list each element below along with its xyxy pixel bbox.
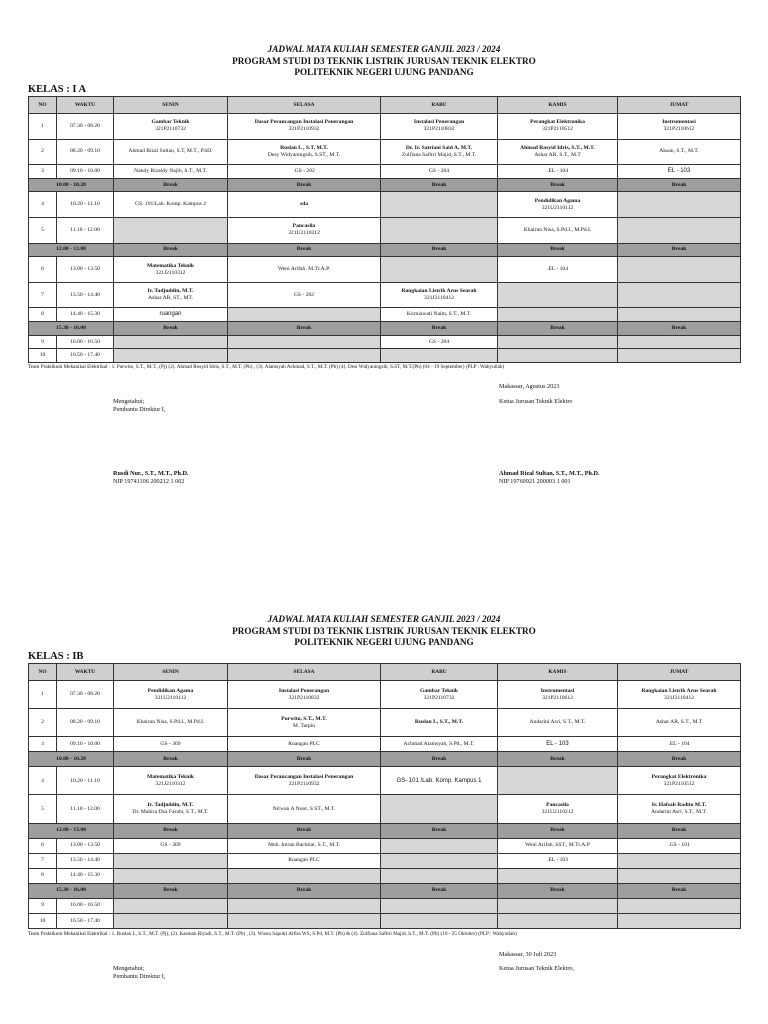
schedule-cell-senin [114,257,228,283]
table-row [29,681,741,709]
schedule-cell-jumat [618,681,741,709]
cell-line: 321J2110412 [424,295,454,302]
cell-line: Ashar AR, S.T., M.T [534,151,581,158]
column-header-waktu: WAKTU [57,664,114,681]
schedule-cell-kamis [498,795,618,823]
table-header-row [29,97,741,114]
schedule-cell-senin: Ahmad Rizal Sultan, S.T, M.T., P.hD. [114,139,228,165]
schedule-cell-selasa [228,868,381,883]
schedule-title-a [0,44,768,79]
table-row [29,709,741,737]
schedule-cell-jumat: EL - 103 [618,165,741,179]
cell-line: Pancasila [292,223,316,230]
row-number-cell: 9 [29,898,57,913]
column-header-rabu: RABU [381,664,498,681]
practicum-team-note: Team Praktikum Mekanikal Elektrikal : 1. Ruslan L, S.T., M.T. (Pj), (2). Kasman Riyadi, S.T., M.T. (Pb) , (3). Wisnu Saputri Alfira WS, S.Pd, M.T. (Pb) & (4). Zulfiana Safitri Majid, S.T., M.T. (Pb) (10 - 25 Oktober) (PLP : Wahyullah) [28,931,517,937]
schedule-cell-selasa: Ruangan PLC [228,737,381,752]
schedule-cell-kamis [498,192,618,218]
table-row [29,139,741,165]
break-cell: Break [618,823,741,838]
subtitle-line: PROGRAM STUDI D3 TEKNIK LISTRIK JURUSAN TEKNIK ELEKTRO [232,625,536,636]
schedule-cell-jumat [618,349,741,363]
row-number-cell: 7 [29,853,57,868]
cell-line: 321P2110612 [663,126,695,133]
row-number-cell: 2 [29,139,57,165]
cell-line: Rangkaian Listrik Arus Searah [641,687,717,694]
schedule-cell-senin [114,349,228,363]
schedule-cell-selasa [228,349,381,363]
schedule-cell-selasa: sda [228,192,381,218]
row-number-cell: 5 [29,218,57,244]
break-row [29,322,741,336]
schedule-cell-kamis: Weni Arifah, SST., M.Tr.A.P [498,838,618,853]
break-cell: Break [618,752,741,767]
column-header-senin: SENIN [114,664,228,681]
cell-line: Perangkat Elektronika [651,774,707,781]
break-cell: Break [228,823,381,838]
schedule-cell-jumat [618,282,741,308]
cell-line: Dasar Perancangan Instalasi Penerangan [254,774,354,781]
break-cell: Break [381,823,498,838]
schedule-cell-rabu [381,913,498,928]
schedule-cell-jumat [618,868,741,883]
class-label: KELAS : I A [28,84,87,95]
cell-line: Ahmad Rasyid Idris, S.T., M.T. [520,145,595,152]
break-cell: Break [618,243,741,257]
institution-line: POLITEKNIK NEGERI UJUNG PANDANG [294,67,474,77]
row-number-cell: 9 [29,335,57,349]
signature-right-name [499,470,600,486]
cell-line: Purwito, S.T., M.T. [281,715,327,722]
schedule-cell-senin [114,681,228,709]
schedule-cell-rabu [381,282,498,308]
schedule-cell-selasa: Ruangan PLC [228,853,381,868]
place-date: Makassar, 30 Juli 2023 [499,951,557,958]
break-cell: Break [114,243,228,257]
row-number-cell: 6 [29,257,57,283]
schedule-cell-kamis [498,139,618,165]
break-cell: Break [498,322,618,336]
break-cell: Break [618,883,741,898]
row-number-cell: 3 [29,737,57,752]
cell-line: M. Tarpin [292,722,316,729]
cell-line: Matematika Teknik [146,262,195,269]
row-number-cell: 4 [29,767,57,795]
table-row [29,853,741,868]
cell-line: 321J2110412 [664,694,694,701]
row-number-cell: 5 [29,795,57,823]
schedule-cell-rabu [381,257,498,283]
acknowledged-label: Mengetahui; [113,398,145,405]
cell-line: 321P2110832 [423,126,455,133]
schedule-cell-jumat [618,308,741,322]
break-time-cell: 12.00 - 13.00 [29,823,114,838]
break-cell: Break [381,752,498,767]
break-cell: Break [498,752,618,767]
cell-line: Pancasila [546,802,569,809]
table-row [29,913,741,928]
schedule-cell-rabu [381,349,498,363]
schedule-cell-kamis: Andarini Asri, S.T., M.T. [498,709,618,737]
break-row [29,178,741,192]
schedule-cell-kamis [498,335,618,349]
acknowledged-label: Mengetahui; [113,965,145,972]
break-cell: Break [618,322,741,336]
cell-line: 321P2110512 [663,780,695,787]
time-cell: 13.00 - 13.50 [57,838,114,853]
time-cell: 11.10 - 12.00 [57,795,114,823]
cell-line: Instalasi Penerangan [278,687,330,694]
break-cell: Break [228,883,381,898]
schedule-cell-rabu [381,898,498,913]
schedule-cell-rabu [381,192,498,218]
table-header-row [29,664,741,681]
row-number-cell: 8 [29,868,57,883]
column-header-kamis: KAMIS [498,97,618,114]
schedule-cell-kamis [498,114,618,140]
signatory-nip: NIP 19760921 200003 1 001 [499,478,571,485]
cell-line: Rangkaian Listrik Arus Searah [401,288,477,295]
schedule-cell-jumat: Aksan, S.T., M.T. [618,139,741,165]
table-row [29,218,741,244]
signature-left-title [113,965,165,981]
break-time-cell: 15.30 - 16.00 [29,883,114,898]
cell-line: Dr. Ir. Satriani Said A, M.T. [405,145,473,152]
schedule-cell-senin: GS - 309 [114,838,228,853]
schedule-cell-kamis: EL - 103 [498,737,618,752]
time-cell: 10.20 - 11.10 [57,192,114,218]
table-row [29,868,741,883]
schedule-cell-jumat [618,795,741,823]
table-row [29,898,741,913]
practicum-team-note: Team Praktikum Mekanikal Elektrikal : 1. Purwito, S.T., M.T., (Pj) (2). Ahmad Rosyid Idris, S.T., M.T. (Pb) , (3). Alamsyah Achmad, S.T., M.T. (Pb) (4). Desi Widyaningsih, S.ST, M.T.(Pb) (04 - 19 September) (PLP : Wahyullah) [28,364,505,370]
schedule-cell-rabu: GS - 204 [381,165,498,179]
cell-line: 321U2110112 [541,204,574,211]
schedule-cell-rabu [381,139,498,165]
schedule-cell-rabu [381,853,498,868]
signatory-name: Ahmad Rizal Sultan, S.T., M.T., Ph.D. [499,470,600,477]
table-row [29,737,741,752]
schedule-cell-jumat [618,257,741,283]
table-row [29,165,741,179]
schedule-cell-senin [114,853,228,868]
schedule-cell-kamis [498,308,618,322]
schedule-cell-jumat: Ashar AR, S.T., M.T [618,709,741,737]
schedule-cell-selasa [228,767,381,795]
break-cell: Break [114,322,228,336]
time-cell: 16.00 - 16.50 [57,898,114,913]
break-cell: Break [381,243,498,257]
break-cell: Break [618,178,741,192]
signatory-nip: NIP 19741106 200212 1 002 [113,478,185,485]
row-number-cell: 7 [29,282,57,308]
schedule-cell-kamis [498,681,618,709]
table-row [29,114,741,140]
schedule-cell-selasa [228,218,381,244]
schedule-cell-senin: GS. 101/Lab. Komp. Kampus 2 [114,192,228,218]
schedule-cell-senin: Nandy Rizaldy Najib, S.T., M.T. [114,165,228,179]
cell-line: 321P2110512 [542,126,573,133]
break-cell: Break [228,752,381,767]
schedule-cell-senin [114,335,228,349]
schedule-cell-selasa [228,335,381,349]
schedule-cell-kamis [498,868,618,883]
time-cell: 16.50 - 17.40 [57,913,114,928]
table-row [29,282,741,308]
schedule-cell-jumat: .GS - 101 [618,838,741,853]
cell-line: Gambar Teknik [151,119,190,126]
table-row [29,838,741,853]
schedule-cell-senin [114,767,228,795]
column-header-no: NO [29,664,57,681]
break-row [29,752,741,767]
table-row [29,257,741,283]
institution-line: POLITEKNIK NEGERI UJUNG PANDANG [294,637,474,647]
cell-line: 321U2110212 [288,230,320,237]
time-cell: 13.50 - 14.40 [57,853,114,868]
schedule-cell-jumat: .EL - 104 [618,737,741,752]
row-number-cell: 1 [29,114,57,140]
schedule-cell-jumat [618,898,741,913]
break-cell: Break [114,178,228,192]
schedule-cell-kamis: Khairun Nisa, S.Pd.I., M.Pd.I. [498,218,618,244]
schedule-cell-jumat [618,192,741,218]
break-cell: Break [114,752,228,767]
table-row [29,349,741,363]
schedule-cell-jumat [618,218,741,244]
cell-line: 321P2110932 [288,126,320,133]
cell-line: 321J2110312 [155,269,186,276]
schedule-cell-senin [114,114,228,140]
schedule-cell-kamis: .EL - 104 [498,257,618,283]
schedule-cell-selasa [228,308,381,322]
table-row [29,308,741,322]
table-row [29,795,741,823]
cell-line: 321P2110612 [542,694,573,701]
schedule-cell-rabu [381,795,498,823]
cell-line: Instalasi Penerangan [413,119,465,126]
break-cell: Break [498,883,618,898]
table-row [29,767,741,795]
schedule-cell-rabu: Achmad Alamsyah, S.Pd., M.T. [381,737,498,752]
cell-line: Pendidikan Agama [534,197,581,204]
schedule-cell-selasa [228,913,381,928]
schedule-cell-selasa: GS - 202 [228,282,381,308]
break-row [29,243,741,257]
schedule-cell-selasa [228,139,381,165]
title-line: JADWAL MATA KULIAH SEMESTER GANJIL 2023 / 2024 [267,44,501,54]
column-header-waktu: WAKTU [57,97,114,114]
schedule-cell-selasa: Muh. Imran Bachtiar, S.T., M.T. [228,838,381,853]
break-cell: Break [114,823,228,838]
break-cell: Break [228,322,381,336]
class-label: KELAS : IB [28,651,84,662]
cell-line: Instrumentasi [662,119,696,126]
schedule-cell-rabu: Ruslan L, S.T., M.T. [381,709,498,737]
subtitle-line: PROGRAM STUDI D3 TEKNIK LISTRIK JURUSAN TEKNIK ELEKTRO [232,55,536,66]
schedule-cell-selasa [228,681,381,709]
cell-line: 321J2110312 [155,780,186,787]
cell-line: Instrumentasi [540,687,575,694]
column-header-jumat: JUMAT [618,664,741,681]
schedule-cell-rabu: Kurniawati Naim, S.T., M.T. [381,308,498,322]
time-cell: 09.10 - 10.00 [57,165,114,179]
break-cell: Break [228,178,381,192]
schedule-cell-kamis [498,349,618,363]
schedule-cell-senin [114,868,228,883]
time-cell: 09.10 - 10.00 [57,737,114,752]
cell-line: 321P2110732 [423,694,455,701]
title-line: JADWAL MATA KULIAH SEMESTER GANJIL 2023 / 2024 [267,614,501,624]
cell-line: Andarini Asri, S.T., M.T. [651,809,707,816]
break-cell: Break [498,178,618,192]
place-date: Makassar, Agustus 2023 [499,383,560,390]
schedule-cell-jumat [618,853,741,868]
row-number-cell: 10 [29,913,57,928]
cell-line: Dr. Mahira Dza Farabi, S.T., M.T. [132,809,209,816]
break-cell: Break [381,883,498,898]
cell-line: Desy Widyaningsih, S.ST., M.T. [267,151,341,158]
column-header-selasa: SELASA [228,97,381,114]
time-cell: 08.20 - 09.10 [57,139,114,165]
break-time-cell: 12.00 - 13.00 [29,243,114,257]
cell-line: 321P2110832 [288,694,320,701]
schedule-cell-rabu [381,114,498,140]
time-cell: 16.50 - 17.40 [57,349,114,363]
schedule-cell-selasa: Weni Arifah, M.Tr.A.P. [228,257,381,283]
time-cell: 14.40 - 15.30 [57,308,114,322]
time-cell: 14.40 - 15.30 [57,868,114,883]
break-cell: Break [114,883,228,898]
break-cell: Break [498,823,618,838]
signature-right-title: Ketua Jurusan Teknik Elektro [499,398,573,405]
break-time-cell: 15.30 - 16.00 [29,322,114,336]
break-row [29,823,741,838]
break-time-cell: 10.00 - 10.20 [29,752,114,767]
column-header-rabu: RABU [381,97,498,114]
break-cell: Break [498,243,618,257]
time-cell: 08.20 - 09.10 [57,709,114,737]
schedule-table-b [28,663,741,929]
time-cell: 10.20 - 11.10 [57,767,114,795]
schedule-cell-senin: Khairun Nisa, S.Pd.I., M.Pd.I. [114,709,228,737]
break-cell: Break [228,243,381,257]
break-time-cell: 10.00 - 10.20 [29,178,114,192]
cell-line: Dasar Perancangan Instalasi Penerangan [254,119,354,126]
column-header-kamis: KAMIS [498,664,618,681]
schedule-cell-selasa [228,898,381,913]
schedule-cell-selasa: .GS - 202 [228,165,381,179]
signature-left-title [113,398,165,414]
schedule-cell-senin [114,218,228,244]
schedule-cell-jumat [618,335,741,349]
time-cell: 07.30 - 08.20 [57,681,114,709]
schedule-cell-kamis [498,913,618,928]
schedule-cell-jumat [618,913,741,928]
cell-line: Perangkat Elektronika [530,119,585,126]
time-cell: 13.50 - 14.40 [57,282,114,308]
break-cell: Break [381,322,498,336]
schedule-cell-rabu [381,838,498,853]
table-row [29,192,741,218]
schedule-cell-kamis [498,898,618,913]
schedule-cell-rabu [381,218,498,244]
schedule-cell-kamis: .EL - 103 [498,853,618,868]
schedule-cell-selasa: Nirwan A Noor, S.ST., M.T. [228,795,381,823]
row-number-cell: 8 [29,308,57,322]
table-row [29,335,741,349]
cell-line: Ir. Tadjuddin, M.T. [147,288,194,295]
cell-line: 321U2110112 [154,694,187,701]
cell-line: 321P2110732 [155,126,186,133]
signature-right-title: Ketua Jurusan Teknik Elektro, [499,965,575,972]
schedule-cell-jumat [618,767,741,795]
time-cell: 11.10 - 12.00 [57,218,114,244]
time-cell: 07.30 - 08.20 [57,114,114,140]
column-header-selasa: SELASA [228,664,381,681]
row-number-cell: 6 [29,838,57,853]
cell-line: Zulfiana Safitri Majid, S.T., M.T. [401,151,477,158]
schedule-cell-senin [114,795,228,823]
schedule-cell-rabu: GS - 204 [381,335,498,349]
time-cell: 13.00 - 13.50 [57,257,114,283]
schedule-cell-rabu [381,868,498,883]
schedule-title-b [0,614,768,649]
column-header-jumat: JUMAT [618,97,741,114]
schedule-cell-senin: ruangan [114,308,228,322]
signatory-name: Rusdi Nur., S.T., M.T., Ph.D. [113,470,189,477]
schedule-cell-senin [114,913,228,928]
schedule-cell-jumat [618,114,741,140]
cell-line: 321P2110932 [288,780,320,787]
row-number-cell: 3 [29,165,57,179]
schedule-cell-rabu: GS- 101 /Lab. Komp. Kampus 1 [381,767,498,795]
row-number-cell: 1 [29,681,57,709]
signature-left-name [113,470,189,486]
schedule-cell-selasa [228,114,381,140]
row-number-cell: 10 [29,349,57,363]
cell-line: Gambar Teknik [420,687,458,694]
cell-line: 321U2110212 [541,809,574,816]
break-row [29,883,741,898]
break-cell: Break [381,178,498,192]
row-number-cell: 4 [29,192,57,218]
cell-line: Ruslan L , S.T, M.T. [280,145,328,152]
schedule-table-a [28,96,741,363]
schedule-cell-kamis: .EL - 104 [498,165,618,179]
vice-director-label: Pembantu Direktur I, [113,973,166,980]
schedule-cell-rabu [381,681,498,709]
row-number-cell: 2 [29,709,57,737]
column-header-senin: SENIN [114,97,228,114]
cell-line: Pendidikan Agama [147,687,194,694]
schedule-cell-selasa [228,709,381,737]
cell-line: Ir. Tadjuddin, M.T. [147,802,194,809]
schedule-cell-kamis [498,767,618,795]
time-cell: 16.00 - 16.50 [57,335,114,349]
cell-line: Ir. Hafsah Radito M.T. [651,802,707,809]
cell-line: Matematika Teknik [146,774,195,781]
vice-director-label: Pembantu Direktur I, [113,406,166,413]
schedule-cell-senin [114,898,228,913]
schedule-cell-kamis [498,282,618,308]
cell-line: Ashar AR, ST., MT. [148,295,193,302]
schedule-cell-senin: GS - 309 [114,737,228,752]
schedule-cell-senin [114,282,228,308]
column-header-no: NO [29,97,57,114]
